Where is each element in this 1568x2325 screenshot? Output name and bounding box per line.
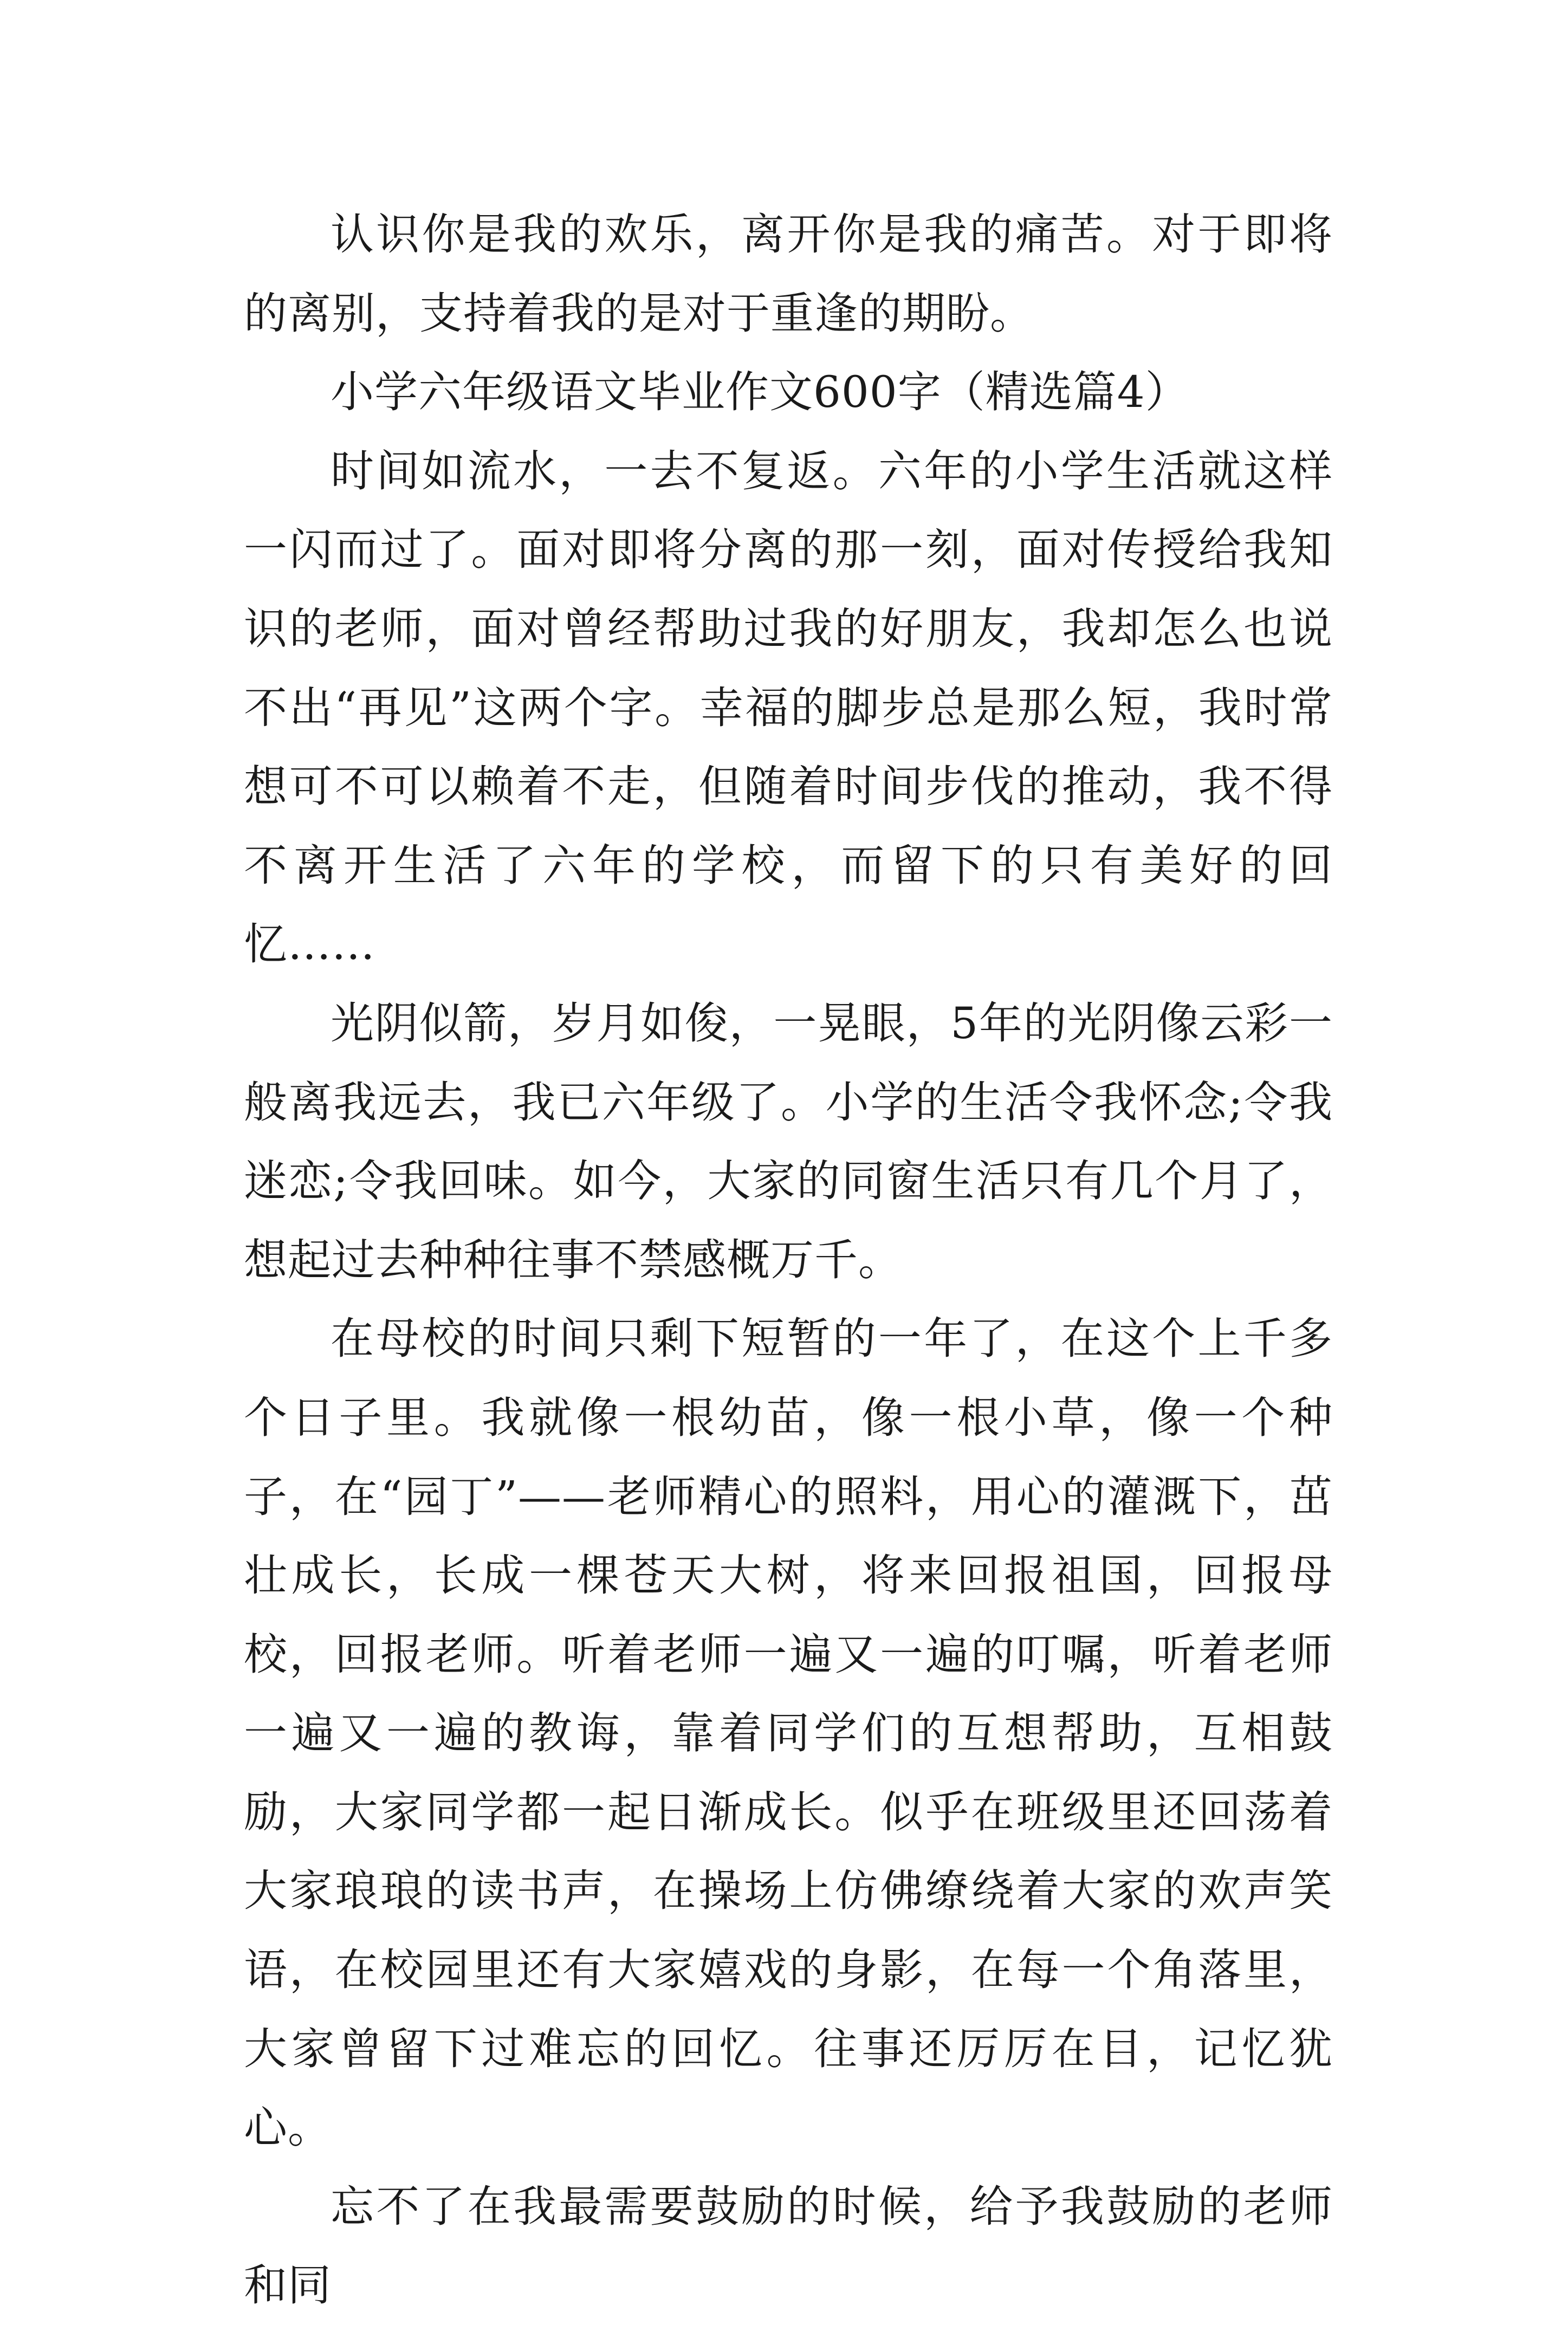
paragraph-unforgettable: 忘不了在我最需要鼓励的时候，给予我鼓励的老师和同 — [244, 2181, 1333, 2311]
paragraph-years-pass: 光阴似箭，岁月如俊，一晃眼，5年的光阴像云彩一般离我远去，我已六年级了。小学的生活令我怀念;令我迷恋;令我回味。如今，大家的同窗生活只有几个月了，想起过去种种往事不禁感概万千。 — [244, 998, 1333, 1285]
document-body — [244, 195, 1333, 2325]
paragraph-school-memories: 在母校的时间只剩下短暂的一年了，在这个上千多个日子里。我就像一根幼苗，像一根小草，像一个种子，在“园丁”——老师精心的照料，用心的灌溉下，茁壮成长，长成一棵苍天大树，将来回报祖国，回报母校，回报老师。听着老师一遍又一遍的叮嘱，听着老师一遍又一遍的教诲，靠着同学们的互想帮助，互相鼓励，大家同学都一起日渐成长。似乎在班级里还回荡着大家琅琅的读书声，在操场上仿佛缭绕着大家的欢声笑语，在校园里还有大家嬉戏的身影，在每一个角落里，大家曾留下过难忘的回忆。往事还厉厉在目，记忆犹心。 — [244, 1313, 1333, 2153]
section-heading: 小学六年级语文毕业作文600字（精选篇4） — [331, 367, 1189, 418]
paragraph-farewell: 认识你是我的欢乐，离开你是我的痛苦。对于即将的离别，支持着我的是对于重逢的期盼。 — [244, 209, 1333, 339]
paragraph-time-flows: 时间如流水，一去不复返。六年的小学生活就这样一闪而过了。面对即将分离的那一刻，面对传授给我知识的老师，面对曾经帮助过我的好朋友，我却怎么也说不出“再见”这两个字。幸福的脚步总是那么短，我时常想可不可以赖着不走，但随着时间步伐的推动，我不得不离开生活了六年的学校，而留下的只有美好的回忆…… — [244, 445, 1333, 970]
